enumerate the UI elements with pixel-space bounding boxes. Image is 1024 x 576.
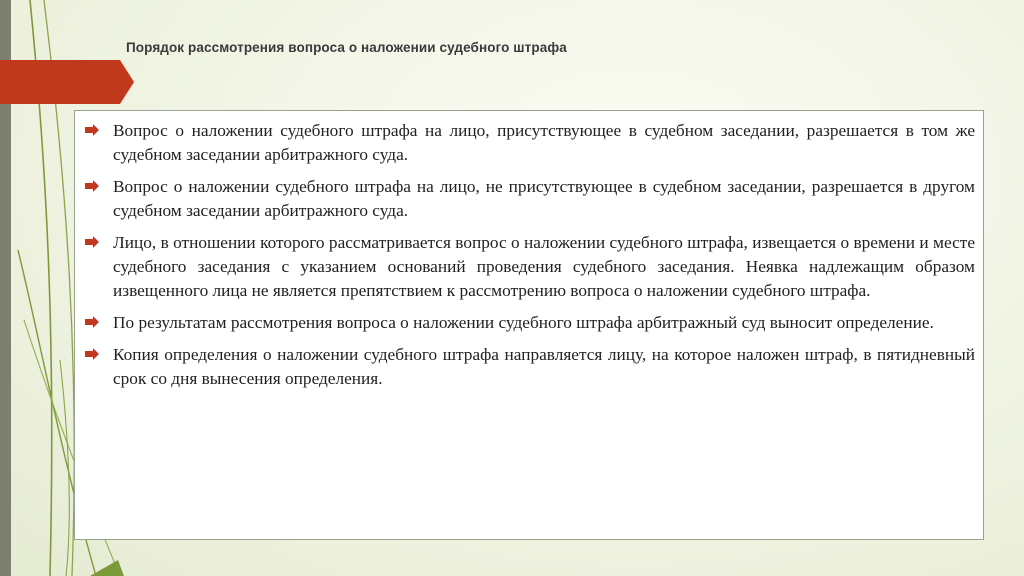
accent-arrow-shape [0, 60, 140, 104]
content-box [74, 110, 984, 540]
bullet-text: Вопрос о наложении судебного штрафа на лицо, не присутствующее в судебном заседании, разрешается в другом судебном заседании арбитражного суда. [113, 177, 975, 220]
bullet-text: Лицо, в отношении которого рассматривается вопрос о наложении судебного штрафа, извещается о времени и месте судебного заседания с указанием оснований проведения судебного заседания. Неявка надлежащим образом извещенного лица не является препятствием к рассмотрению вопроса о наложении судебного штрафа. [113, 233, 975, 300]
list-item [83, 343, 975, 391]
arrow-right-icon [85, 316, 99, 328]
bullet-text: По результатам рассмотрения вопроса о наложении судебного штрафа арбитражный суд выносит определение. [113, 313, 934, 332]
bullet-text: Вопрос о наложении судебного штрафа на лицо, присутствующее в судебном заседании, разрешается в том же судебном заседании арбитражного суда. [113, 121, 975, 164]
list-item [83, 175, 975, 223]
arrow-right-icon [85, 180, 99, 192]
arrow-right-icon [85, 124, 99, 136]
bullet-text: Копия определения о наложении судебного штрафа направляется лицу, на которое наложен штраф, в пятидневный срок со дня вынесения определения. [113, 345, 975, 388]
arrow-right-icon [85, 236, 99, 248]
arrow-right-icon [85, 348, 99, 360]
list-item [83, 311, 975, 335]
list-item [83, 119, 975, 167]
slide-title: Порядок рассмотрения вопроса о наложении судебного штрафа [126, 40, 567, 55]
bullet-list [83, 119, 975, 391]
list-item [83, 231, 975, 303]
